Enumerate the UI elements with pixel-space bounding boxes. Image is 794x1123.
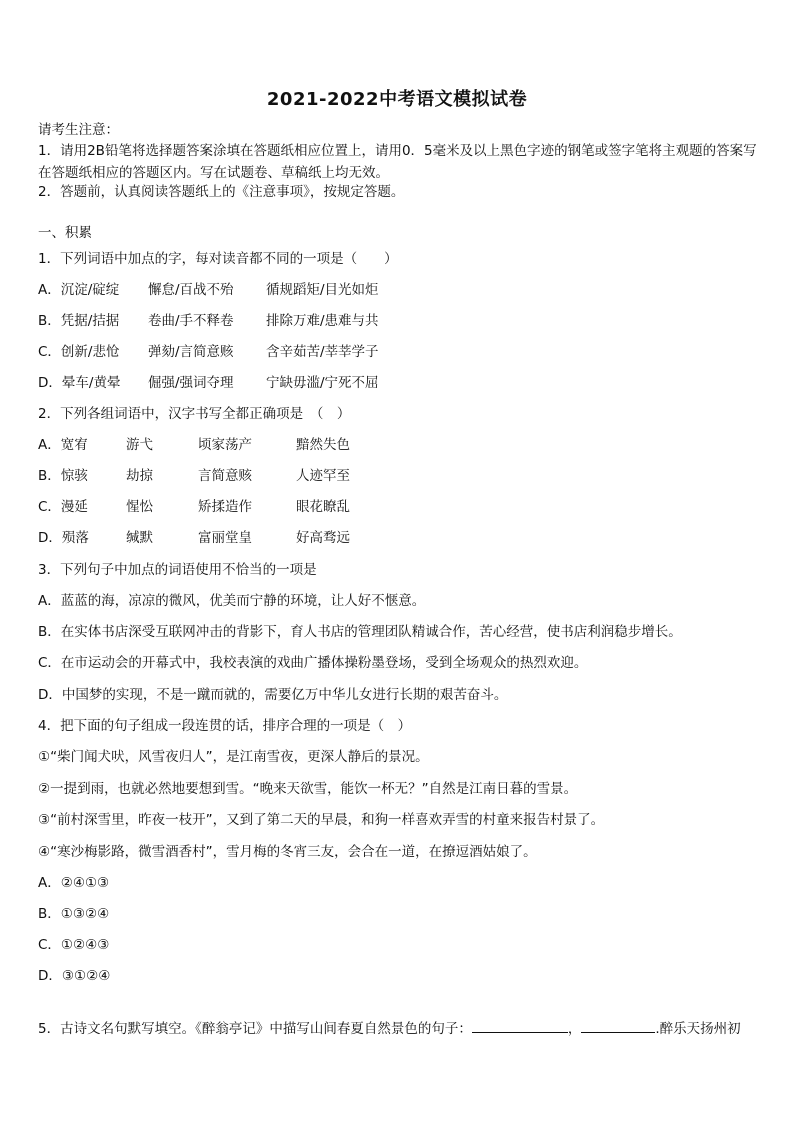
option-word: 人迹罕至 — [296, 468, 350, 484]
option-word: 循规蹈矩/目光如炬 — [266, 282, 379, 298]
option-word: 宁缺毋滥/宁死不屈 — [266, 375, 379, 391]
section-heading: 一、积累 — [38, 225, 92, 241]
option-word: 惺忪 — [126, 499, 153, 515]
option-word: C．创新/悲怆 — [38, 344, 120, 360]
question-3-stem: 3．下列句子中加点的词语使用不恰当的一项是 — [38, 562, 317, 578]
question-3-option-d: D．中国梦的实现，不是一蹴而就的，需要亿万中华儿女进行长期的艰苦奋斗。 — [38, 687, 508, 703]
question-3-option-c: C．在市运动会的开幕式中，我校表演的戏曲广播体操粉墨登场，受到全场观众的热烈欢迎。 — [38, 655, 588, 671]
option-word: 眼花瞭乱 — [296, 499, 350, 515]
question-4-sentence-1: ①“柴门闻犬吠，风雪夜归人”，是江南雪夜，更深人静后的景况。 — [38, 749, 429, 765]
question-4-option-c: C．①②④③ — [38, 937, 110, 953]
question-5-separator: ， — [567, 1021, 582, 1037]
notice-item-1: 1．请用2B铅笔将选择题答案涂填在答题纸相应位置上，请用0．5毫米及以上黑色字迹的钢笔或签字笔将主观题的答案写在答题纸相应的答题区内。写在试题卷、草稿纸上均无效。 — [38, 143, 757, 181]
option-word: 矫揉造作 — [198, 499, 252, 515]
question-4-option-a: A．②④①③ — [38, 875, 110, 891]
option-word: B．惊骇 — [38, 468, 88, 484]
option-word: B．凭据/拮据 — [38, 313, 120, 329]
option-word: 顷家荡产 — [198, 437, 252, 453]
question-5 — [38, 1018, 741, 1040]
question-2-option-d — [38, 529, 350, 549]
page-title: 2021-2022中考语文模拟试卷 — [266, 89, 528, 110]
question-3-option-b: B．在实体书店深受互联网冲击的背影下，育人书店的管理团队精诚合作，苦心经营，使书店利润稳步增长。 — [38, 624, 682, 640]
option-word: 好高骛远 — [296, 530, 350, 546]
question-4-stem: 4．把下面的句子组成一段连贯的话，排序合理的一项是（ ） — [38, 718, 412, 734]
option-word: A．沉淀/碇绽 — [38, 282, 120, 298]
question-1-option-c — [38, 343, 379, 363]
option-word: 含辛茹苦/莘莘学子 — [266, 344, 379, 360]
question-4-option-b: B．①③②④ — [38, 906, 110, 922]
option-word: 弹劾/言简意赅 — [148, 344, 234, 360]
option-word: 劫掠 — [126, 468, 153, 484]
option-word: 言简意赅 — [198, 468, 252, 484]
option-word: 卷曲/手不释卷 — [148, 313, 234, 329]
question-4-option-d: D．③①②④ — [38, 968, 111, 984]
option-word: 倔强/强词夺理 — [148, 375, 234, 391]
question-2-stem: 2．下列各组词语中，汉字书写全都正确项是 （ ） — [38, 406, 351, 422]
option-word: 富丽堂皇 — [198, 530, 252, 546]
question-5-tail: .醉乐天扬州初 — [655, 1021, 741, 1037]
question-1-stem: 1．下列词语中加点的字，每对读音都不同的一项是（ ） — [38, 251, 398, 267]
fill-blank-1[interactable] — [472, 1018, 568, 1033]
notice-item-2: 2．答题前，认真阅读答题纸上的《注意事项》，按规定答题。 — [38, 184, 405, 200]
option-word: 游弋 — [126, 437, 153, 453]
notice-heading: 请考生注意： — [38, 122, 119, 138]
question-2-option-c — [38, 498, 350, 518]
question-2-option-b — [38, 467, 350, 487]
option-word: 懈怠/百战不殆 — [148, 282, 234, 298]
option-word: D．晕车/黄晕 — [38, 375, 121, 391]
question-1-option-d — [38, 374, 379, 394]
question-1-option-b — [38, 312, 379, 332]
option-word: C．漫延 — [38, 499, 88, 515]
fill-blank-2[interactable] — [581, 1018, 655, 1033]
question-4-sentence-2: ②一提到雨，也就必然地要想到雪。“晚来天欲雪，能饮一杯无？”自然是江南日暮的雪景。 — [38, 781, 578, 797]
option-word: 排除万难/患难与共 — [266, 313, 379, 329]
option-word: 缄默 — [126, 530, 153, 546]
question-1-option-a — [38, 281, 379, 301]
question-4-sentence-3: ③“前村深雪里，昨夜一枝开”，又到了第二天的早晨，和狗一样喜欢弄雪的村童来报告村景了。 — [38, 812, 605, 828]
question-2-option-a — [38, 436, 350, 456]
option-word: A．宽宥 — [38, 437, 88, 453]
question-3-option-a: A．蓝蓝的海，凉凉的微风，优美而宁静的环境，让人好不惬意。 — [38, 593, 426, 609]
option-word: 黯然失色 — [296, 437, 350, 453]
question-5-stem: 5．古诗文名句默写填空。《醉翁亭记》中描写山间春夏自然景色的句子： — [38, 1021, 472, 1037]
question-4-sentence-4: ④“寒沙梅影路，微雪酒香村”，雪月梅的冬宵三友，会合在一道，在撩逗酒姑娘了。 — [38, 844, 537, 860]
option-word: D．殒落 — [38, 530, 89, 546]
